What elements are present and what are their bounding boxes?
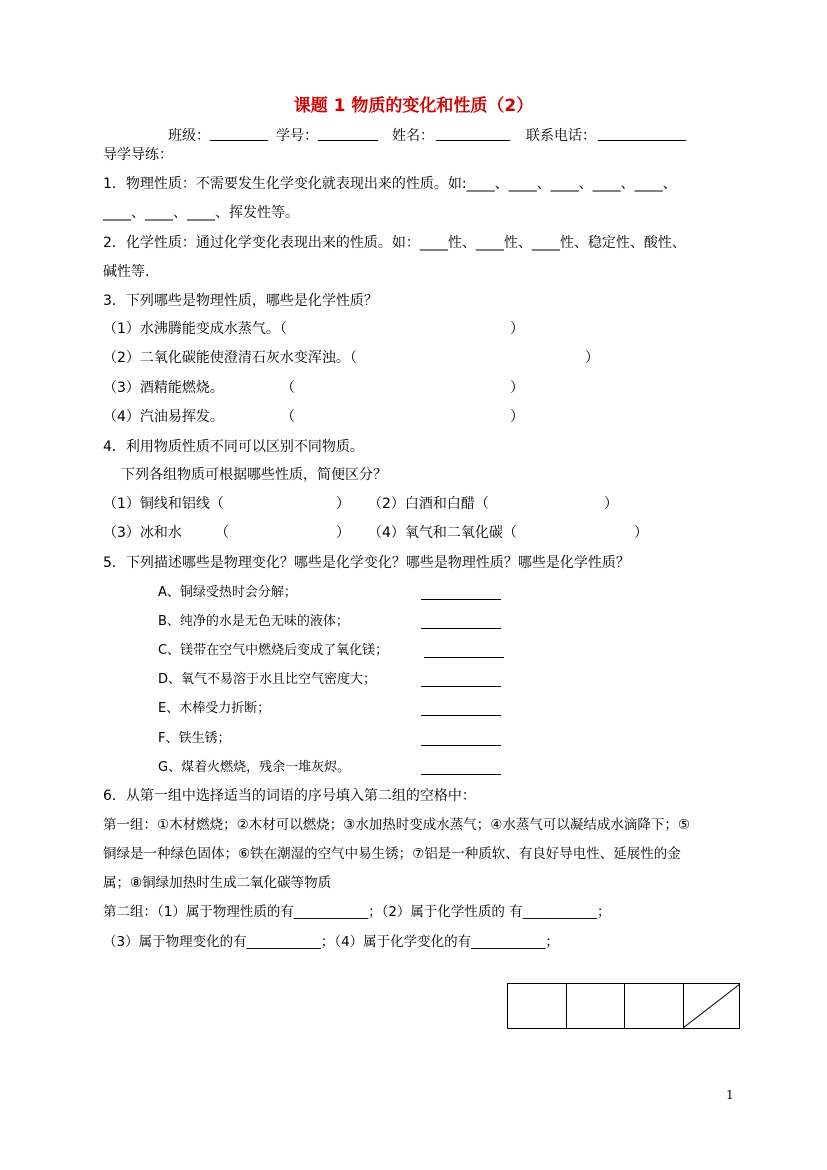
q3-item-3: （3）酒精能燃烧。: [103, 380, 224, 396]
q6-group1-line2: 铜绿是一种绿色固体；⑥铁在潮湿的空气中易生锈；⑦铝是一种质软、有良好导电性、延展性的金: [103, 846, 681, 862]
q6-group2-line1: 第二组：（1）属于物理性质的有___________；（2）属于化学性质的 有___________；: [103, 904, 611, 920]
q2-line1: 2．化学性质：通过化学变化表现出来的性质。如：____性、____性、____性、稳定性、酸性、: [103, 235, 686, 251]
diagonal-slash-icon: [683, 984, 740, 1028]
q2-line2: 碱性等.: [103, 264, 150, 280]
q6-group1-line3: 属；⑧铜绿加热时生成二氧化碳等物质: [103, 875, 332, 891]
q6-stem: 6．从第一组中选择适当的词语的序号填入第二组的空格中：: [103, 788, 476, 804]
q4-stem: 4．利用物质性质不同可以区别不同物质。: [103, 439, 364, 455]
q5-item-c: C、镁带在空气中燃烧后变成了氧化镁；: [158, 643, 389, 658]
q1-line2: ____、____、____、挥发性等。: [103, 205, 299, 221]
q5-blank-f[interactable]: [421, 745, 501, 746]
q3-item-2: （2）二氧化碳能使澄清石灰水变浑浊。（: [103, 350, 357, 366]
name-blank[interactable]: [436, 140, 510, 141]
q5-item-d: D、氧气不易溶于水且比空气密度大；: [158, 672, 377, 687]
q5-blank-b[interactable]: [421, 628, 501, 629]
phone-blank[interactable]: [598, 140, 686, 141]
page-title: 课题 1 物质的变化和性质（2）: [293, 96, 534, 116]
q3-item-4-open: （: [281, 409, 295, 425]
q4-item-4-close: ）: [634, 525, 648, 541]
score-grid-divider: [624, 984, 625, 1028]
q3-stem: 3．下列哪些是物理性质，哪些是化学性质？: [103, 293, 378, 309]
q3-item-4-close: ）: [510, 409, 524, 425]
page-number: 1: [726, 1088, 734, 1102]
q4-item-3: （3）冰和水: [103, 525, 182, 541]
q5-item-g: G、煤着火燃烧，残余一堆灰烬。: [158, 760, 351, 775]
q5-item-e: E、木棒受力折断；: [158, 701, 271, 716]
q4-item-3-open: （: [215, 525, 229, 541]
q4-item-2-close: ）: [604, 496, 618, 512]
q4-item-1: （1）铜线和铝线（: [103, 496, 224, 512]
q5-item-a: A、铜绿受热时会分解；: [158, 585, 297, 600]
q3-item-4: （4）汽油易挥发。: [103, 409, 224, 425]
name-label: 姓名：: [392, 128, 434, 144]
q4-sub: 下列各组物质可根据哪些性质，简便区分？: [121, 467, 387, 483]
q4-item-1-close: ）: [336, 496, 350, 512]
class-label: 班级：: [168, 128, 210, 144]
q3-item-2-close: ）: [585, 350, 599, 366]
guide-label: 导学导练：: [103, 147, 173, 163]
q5-blank-a[interactable]: [421, 599, 501, 600]
student-id-blank[interactable]: [318, 140, 378, 141]
q5-item-f: F、铁生锈；: [158, 731, 231, 746]
q1-line1: 1．物理性质：不需要发生化学变化就表现出来的性质。如:____、____、____、____、____、: [103, 176, 677, 192]
q3-item-3-open: （: [281, 380, 295, 396]
q3-item-1: （1）水沸腾能变成水蒸气。（: [103, 321, 287, 337]
student-id-label: 学号：: [276, 128, 318, 144]
q3-item-3-close: ）: [510, 380, 524, 396]
q4-item-4: （4）氧气和二氧化碳（: [368, 525, 517, 541]
score-grid-divider: [566, 984, 567, 1028]
q5-blank-c[interactable]: [424, 657, 504, 658]
q5-item-b: B、纯净的水是无色无味的液体；: [158, 614, 349, 629]
q5-blank-g[interactable]: [421, 774, 501, 775]
q3-item-1-close: ）: [510, 321, 524, 337]
q5-stem: 5．下列描述哪些是物理变化？哪些是化学变化？哪些是物理性质？哪些是化学性质？: [103, 555, 630, 571]
phone-label: 联系电话：: [526, 128, 596, 144]
q5-blank-d[interactable]: [421, 686, 501, 687]
q6-group1-line1: 第一组：①木材燃烧；②木材可以燃烧；③水加热时变成水蒸气；④水蒸气可以凝结成水滴降下；⑤: [103, 817, 691, 833]
q4-item-3-close: ）: [336, 525, 350, 541]
class-blank[interactable]: [210, 140, 268, 141]
q6-group2-line2: （3）属于物理变化的有___________；（4）属于化学变化的有___________；: [103, 934, 559, 950]
q5-blank-e[interactable]: [421, 715, 501, 716]
q4-item-2: （2）白酒和白醋（: [368, 496, 489, 512]
score-grid: [507, 983, 740, 1029]
